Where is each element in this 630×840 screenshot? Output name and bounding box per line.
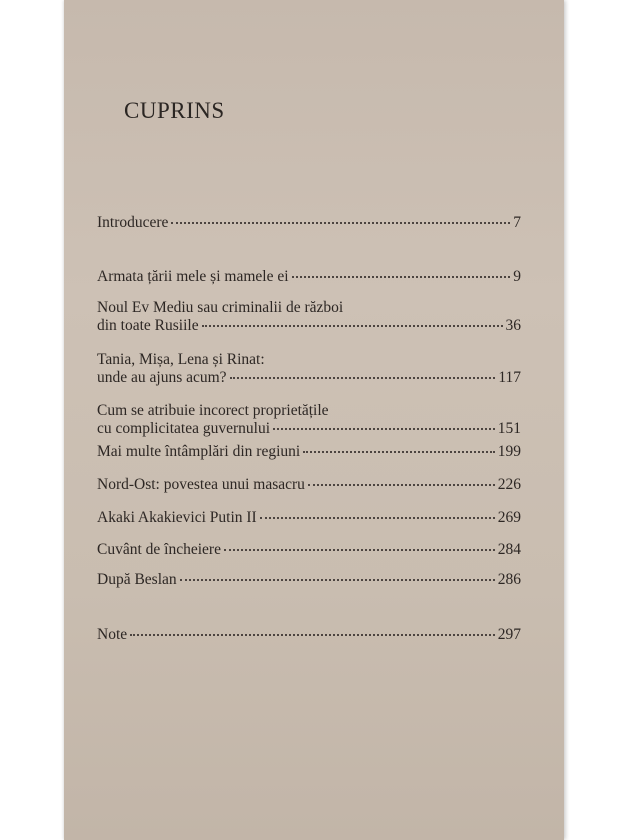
dot-leader	[308, 484, 495, 486]
toc-entry-page-number: 36	[505, 317, 521, 334]
toc-entry-page-number: 226	[497, 476, 521, 493]
toc-entry-line	[97, 317, 521, 335]
dot-leader	[180, 579, 495, 581]
dot-leader	[171, 222, 510, 224]
page-title: CUPRINS	[124, 98, 225, 123]
toc-entry-title: Akaki Akakievici Putin II	[97, 509, 257, 526]
toc-entry-title: Introducere	[97, 214, 169, 231]
toc-entry-line	[97, 541, 521, 559]
toc-entry-page-number: 199	[497, 443, 521, 460]
toc-entry-page-number: 284	[497, 541, 521, 558]
toc-entry-line	[97, 571, 521, 589]
toc-entry	[97, 299, 521, 335]
toc-entry-line	[97, 214, 521, 232]
toc-entry-line	[97, 369, 521, 387]
toc-entry-page-number: 151	[497, 420, 521, 437]
toc-entry-page-number: 286	[497, 571, 521, 588]
toc-entry	[97, 443, 521, 461]
dot-leader	[260, 517, 495, 519]
toc-entry-first-line: Cum se atribuie incorect proprietățile	[97, 402, 329, 419]
toc-entry	[97, 626, 521, 644]
toc-entry-title: Nord-Ost: povestea unui masacru	[97, 476, 305, 493]
toc-entry-line	[97, 476, 521, 494]
table-of-contents	[97, 0, 521, 840]
toc-entry-title: După Beslan	[97, 571, 177, 588]
dot-leader	[292, 276, 511, 278]
toc-entry-page-number: 269	[497, 509, 521, 526]
toc-entry-page-number: 7	[513, 214, 521, 231]
toc-entry-title: din toate Rusiile	[97, 317, 199, 334]
toc-entry-line	[97, 509, 521, 527]
toc-entry-title: Cuvânt de încheiere	[97, 541, 221, 558]
toc-entry	[97, 541, 521, 559]
toc-entry-line	[97, 443, 521, 461]
toc-entry	[97, 402, 521, 438]
toc-entry-title: Armata țării mele și mamele ei	[97, 268, 289, 285]
toc-entry-first-line: Noul Ev Mediu sau criminalii de război	[97, 299, 344, 316]
toc-entry	[97, 571, 521, 589]
toc-entry-title: cu complicitatea guvernului	[97, 420, 271, 437]
dot-leader	[303, 451, 495, 453]
toc-entry-page-number: 117	[498, 369, 521, 386]
toc-entry-title: Note	[97, 626, 128, 643]
toc-entry-line	[97, 626, 521, 644]
toc-entry-page-number: 297	[497, 626, 521, 643]
dot-leader	[202, 325, 503, 327]
toc-entry-first-line: Tania, Mișa, Lena și Rinat:	[97, 351, 265, 368]
toc-entry-line	[97, 420, 521, 438]
toc-entry	[97, 268, 521, 286]
dot-leader	[224, 549, 495, 551]
toc-entry-line	[97, 268, 521, 286]
toc-entry	[97, 214, 521, 232]
toc-entry-title: unde au ajuns acum?	[97, 369, 227, 386]
toc-entry	[97, 476, 521, 494]
book-page	[64, 0, 564, 840]
dot-leader	[130, 634, 495, 636]
toc-entry-title: Mai multe întâmplări din regiuni	[97, 443, 301, 460]
dot-leader	[273, 428, 495, 430]
toc-entry	[97, 509, 521, 527]
toc-entry	[97, 351, 521, 387]
dot-leader	[230, 377, 496, 379]
toc-entry-page-number: 9	[513, 268, 521, 285]
